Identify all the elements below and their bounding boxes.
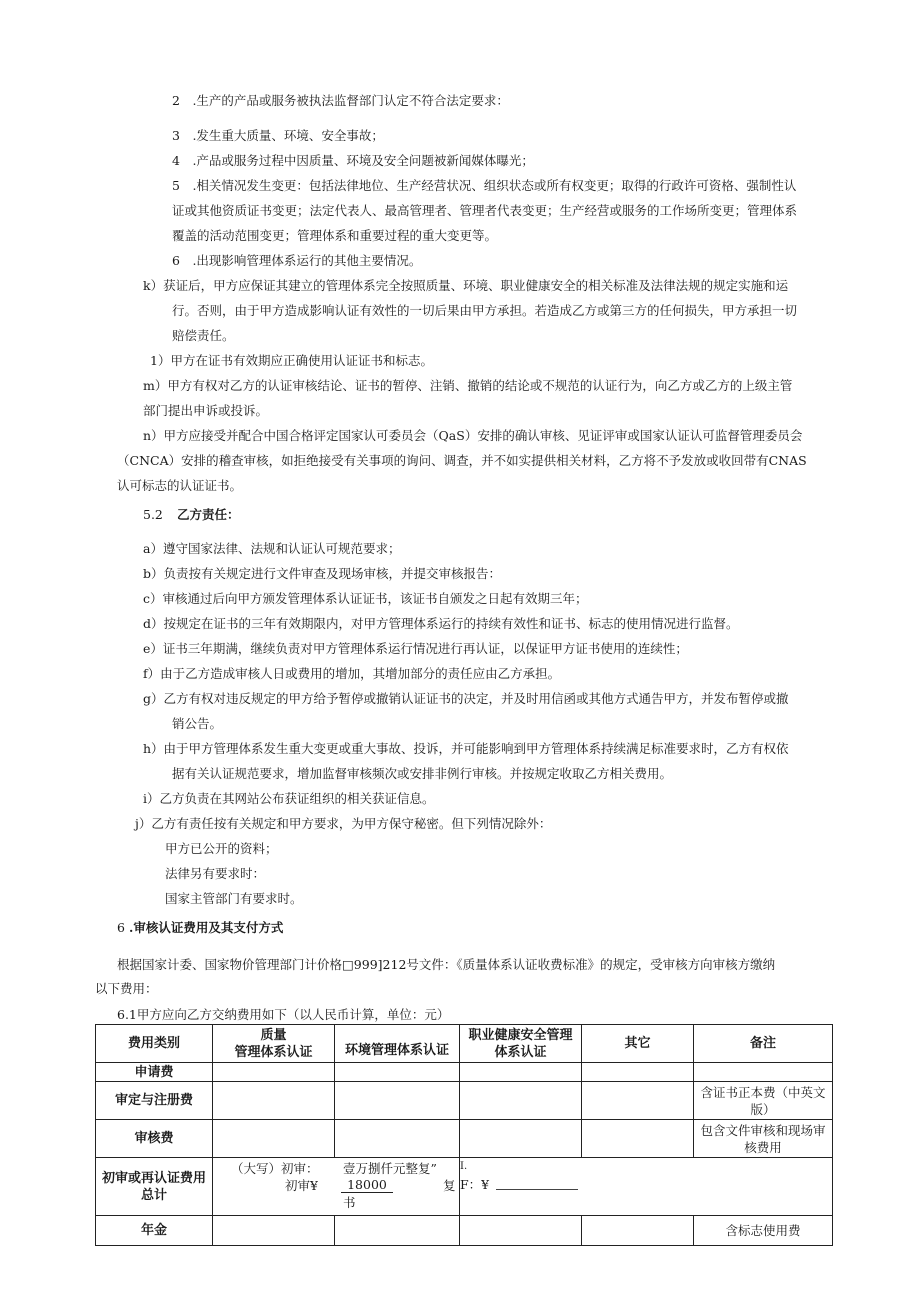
- party-b-d: d）按规定在证书的三年有效期限内，对甲方管理体系运行的持续有效性和证书、标志的使用情况进行监督。: [143, 616, 739, 631]
- header-other: 其它: [582, 1025, 694, 1063]
- row-total-line1: 初审或再认证费用: [101, 1170, 206, 1186]
- clause-k-line1: k）获证后，甲方应保证其建立的管理体系完全按照质量、环境、职业健康安全的相关标准及法律法规的规定实施和运: [143, 278, 789, 293]
- header-ohs-line1: 职业健康安全管理: [468, 1027, 573, 1043]
- table-row: [96, 1120, 833, 1158]
- total-daxie-label: （大写）初审：: [231, 1161, 319, 1176]
- party-b-i: i）乙方负责在其网站公布获证组织的相关获证信息。: [143, 791, 435, 806]
- party-b-e: e）证书三年期满，继续负责对甲方管理体系运行情况进行再认证，以保证甲方证书使用的连续性；: [143, 641, 688, 656]
- party-b-j-exception-3: 国家主管部门有要求时。: [165, 891, 303, 906]
- item-5-line2: 证或其他资质证书变更；法定代表人、最高管理者、管理者代表变更；生产经营或服务的工作场所变更；管理体系: [172, 203, 798, 218]
- party-b-j: j）乙方有责任按有关规定和甲方要求，为甲方保守秘密。但下列情况除外：: [135, 816, 552, 831]
- section-5-2-number: 5.2: [143, 507, 163, 522]
- party-b-g-line2: 销公告。: [172, 716, 223, 731]
- party-b-b: b）负责按有关规定进行文件审查及现场审核，并提交审核报告：: [143, 566, 502, 581]
- register-remark-line2: 版）: [750, 1101, 776, 1117]
- total-amount-cell: [213, 1158, 460, 1216]
- section-6-para-line2: 以下费用：: [95, 981, 158, 996]
- item-4: 4 .产品或服务过程中因质量、环境及安全问题被新闻媒体曝光；: [172, 153, 534, 168]
- row-total: [96, 1158, 213, 1216]
- clause-n-line2: （CNCA）安排的稽查审核，如拒绝接受有关事项的询问、调查，并不如实提供相关材料，乙方将不予发放或收回带有CNAS: [117, 453, 807, 468]
- table-cell: [582, 1120, 694, 1158]
- total-daxie-value: 壹万捌仟元整复”: [343, 1161, 437, 1176]
- total-initial-value: 18000: [341, 1177, 393, 1193]
- table-cell: [582, 1216, 694, 1246]
- section-6-para-line1: 根据国家计委、国家物价管理部门计价格□999]212号文件：《质量体系认证收费标准》的规定，受审核方向审核方缴纳: [117, 957, 776, 972]
- clause-k-line2: 行。否则，由于甲方造成影响认证有效性的一切后果由甲方承担。若造成乙方或第三方的任何损失，甲方承担一切: [172, 303, 798, 318]
- table-row: [96, 1082, 833, 1120]
- item-5-line1: 5 .相关情况发生变更：包括法律地位、生产经营状况、组织状态或所有权变更；取得的行政许可资格、强制性认: [172, 178, 797, 193]
- table-cell: [213, 1082, 335, 1120]
- item-2: 2 .生产的产品或服务被执法监督部门认定不符合法定要求：: [172, 93, 509, 108]
- item-3: 3 .发生重大质量、环境、安全事故；: [172, 128, 384, 143]
- table-cell: [460, 1216, 582, 1246]
- table-cell: [335, 1120, 460, 1158]
- clause-k-line3: 赔偿责任。: [172, 328, 235, 343]
- audit-remark-line2: 核费用: [744, 1139, 782, 1155]
- row-total-line2: 总计: [140, 1187, 167, 1203]
- table-cell: [694, 1063, 833, 1082]
- total-fu: 复: [443, 1178, 456, 1193]
- section-5-2-title: 乙方责任：: [177, 507, 240, 522]
- renewal-amount-line: [496, 1189, 578, 1190]
- table-cell: [335, 1082, 460, 1120]
- header-quality: [213, 1025, 335, 1063]
- header-ohs-line2: 体系认证: [494, 1044, 547, 1060]
- total-initial-label: 初审¥: [285, 1178, 318, 1193]
- renewal-amount-cell: [460, 1158, 833, 1216]
- header-quality-line2: 管理体系认证: [234, 1044, 313, 1060]
- register-remark-line1: 含证书正本费（中英文: [700, 1084, 826, 1100]
- party-b-a: a）遵守国家法律、法规和认证认可规范要求；: [143, 541, 401, 556]
- clause-n-line3: 认可标志的认证证书。: [117, 478, 243, 493]
- register-remark: [694, 1082, 833, 1120]
- header-fee-type: 费用类别: [96, 1025, 213, 1063]
- clause-l: 1）甲方在证书有效期应正确使用认证证书和标志。: [150, 353, 433, 368]
- item-6: 6 .出现影响管理体系运行的其他主要情况。: [172, 253, 422, 268]
- row-audit-fee: 审核费: [96, 1120, 213, 1158]
- total-shu: 书: [343, 1195, 356, 1210]
- table-row-total: [96, 1158, 833, 1216]
- table-cell: [460, 1082, 582, 1120]
- table-caption: 6.1甲方应向乙方交纳费用如下（以人民币计算，单位：元）: [117, 1007, 450, 1022]
- party-b-c: c）审核通过后向甲方颁发管理体系认证证书，该证书自颁发之日起有效期三年；: [143, 591, 588, 606]
- row-apply-fee: 申请费: [96, 1063, 213, 1082]
- table-cell: [460, 1120, 582, 1158]
- header-environment: 环境管理体系认证: [335, 1025, 460, 1063]
- clause-n-line1: n）甲方应接受并配合中国合格评定国家认可委员会（QaS）安排的确认审核、见证评审或国家认证认可监督管理委员会: [143, 428, 803, 443]
- table-row: [96, 1063, 833, 1082]
- party-b-j-exception-1: 甲方已公开的资料；: [165, 841, 278, 856]
- clause-m-line2: 部门提出申诉或投诉。: [143, 403, 269, 418]
- party-b-h-line2: 据有关认证规范要求，增加监督审核频次或安排非例行审核。并按规定收取乙方相关费用。: [172, 766, 673, 781]
- total-mark: I.: [460, 1161, 468, 1172]
- section-6-title: .审核认证费用及其支付方式: [129, 920, 284, 935]
- section-6-number: 6: [117, 920, 125, 935]
- party-b-f: f）由于乙方造成审核人日或费用的增加，其增加部分的责任应由乙方承担。: [143, 666, 561, 681]
- annual-remark: 含标志使用费: [694, 1216, 833, 1246]
- table-row: [96, 1216, 833, 1246]
- table-cell: [460, 1063, 582, 1082]
- table-header-row: [96, 1025, 833, 1063]
- table-cell: [582, 1063, 694, 1082]
- table-cell: [582, 1082, 694, 1120]
- table-cell: [213, 1216, 335, 1246]
- table-cell: [335, 1063, 460, 1082]
- party-b-j-exception-2: 法律另有要求时：: [165, 866, 266, 881]
- row-register-fee: 审定与注册费: [96, 1082, 213, 1120]
- fee-table: [95, 1024, 833, 1246]
- header-quality-line1: 质量: [260, 1027, 287, 1043]
- party-b-g-line1: g）乙方有权对违反规定的甲方给予暂停或撤销认证证书的决定，并及时用信函或其他方式通告甲方，并发布暂停或撤: [143, 691, 789, 706]
- table-cell: [335, 1216, 460, 1246]
- party-b-h-line1: h）由于甲方管理体系发生重大变更或重大事故、投诉，并可能影响到甲方管理体系持续满足标准要求时，乙方有权依: [143, 741, 789, 756]
- audit-remark: [694, 1120, 833, 1158]
- audit-remark-line1: 包含文件审核和现场审: [700, 1122, 826, 1138]
- clause-m-line1: m）甲方有权对乙方的认证审核结论、证书的暂停、注销、撤销的结论或不规范的认证行为，向乙方或乙方的上级主管: [143, 378, 793, 393]
- header-ohs: [460, 1025, 582, 1063]
- item-5-line3: 覆盖的活动范围变更；管理体系和重要过程的重大变更等。: [172, 228, 498, 243]
- row-annual-fee: 年金: [96, 1216, 213, 1246]
- table-cell: [213, 1063, 335, 1082]
- header-remark: 备注: [694, 1025, 833, 1063]
- total-f-label: F：¥: [460, 1177, 490, 1192]
- table-cell: [213, 1120, 335, 1158]
